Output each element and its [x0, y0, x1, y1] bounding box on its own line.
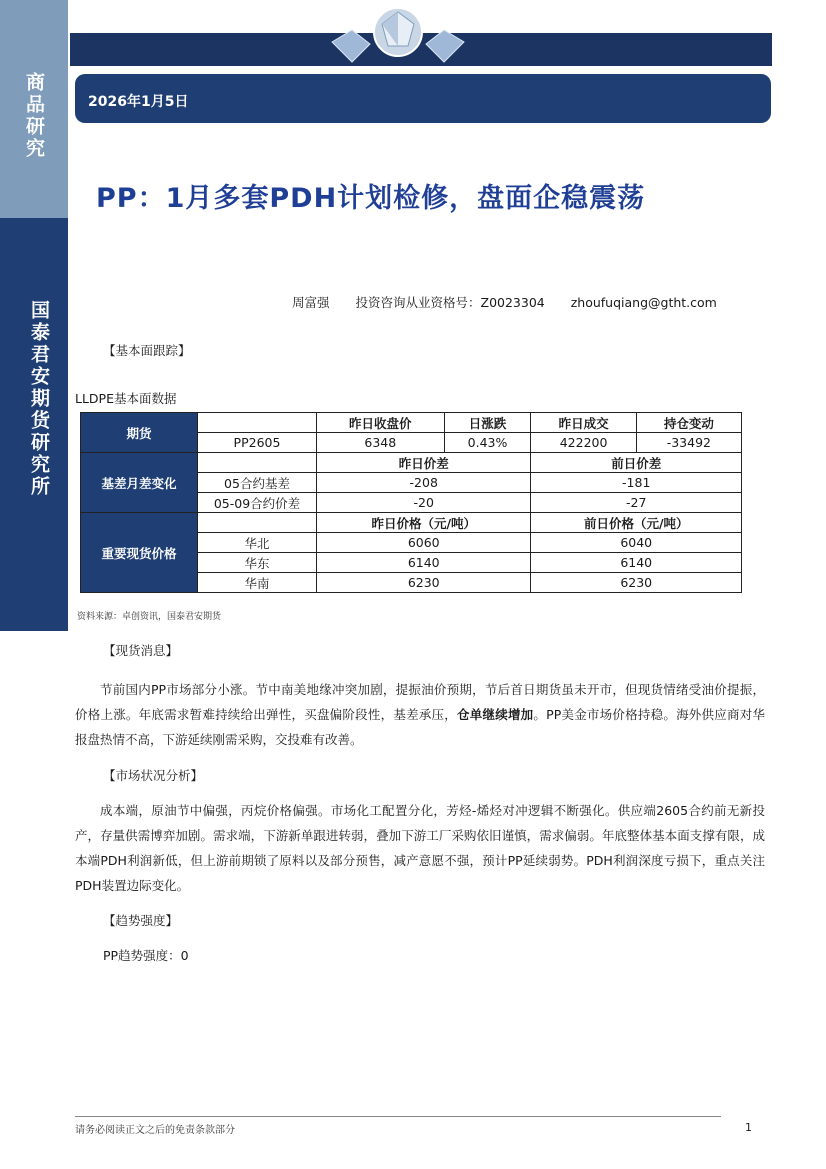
- market-analysis-paragraph: 成本端，原油节中偏强，丙烷价格偏强。市场化工配置分化，芳烃-烯烃对冲逻辑不断强化。供应端2605合约前无新投产，存量供需博弈加剧。需求端，下游新单跟进转弱，叠加下游工厂采购依旧谨慎，需求偏弱。年底整体基本面支撑有限，成本端PDH利润新低，但上游前期锁了原料以及部分预售，减产意愿不强，预计PP延续弱势。PDH利润深度亏损下，重点关注PDH装置边际变化。: [75, 803, 765, 893]
- sidebar-org-label: 国泰君安期货研究所: [28, 300, 50, 498]
- table-cell: 6230: [531, 573, 742, 593]
- table-header: 持仓变动: [636, 413, 741, 433]
- group-spot: 重要现货价格: [81, 513, 198, 593]
- highlight-text: 仓单继续增加: [457, 707, 534, 722]
- table-cell: -181: [531, 473, 742, 493]
- table-row: [81, 413, 742, 433]
- table-header: 昨日成交: [531, 413, 636, 433]
- author-name: 周富强: [292, 295, 330, 310]
- author-email: zhoufuqiang@gtht.com: [570, 295, 717, 310]
- table-cell: 6230: [317, 573, 531, 593]
- spot-news-paragraph: 节前国内PP市场部分小涨。节中南美地缘冲突加剧，提振油价预期，节后首日期货虽未开市，但现货情绪受油价提振，价格上涨。年底需求暂难持续给出弹性，买盘偏阶段性，基差承压，仓单继续增加。PP美金市场价格持稳。海外供应商对华报盘热情不高，下游延续刚需采购，交投难有改善。: [75, 682, 765, 747]
- table-cell: 华南: [198, 573, 317, 593]
- table-header: 昨日价格（元/吨）: [317, 513, 531, 533]
- group-basis: 基差月差变化: [81, 453, 198, 513]
- table-cell: 华北: [198, 533, 317, 553]
- table-cell: 05-09合约价差: [198, 493, 317, 513]
- table-cell: -33492: [636, 433, 741, 453]
- group-futures: 期货: [81, 413, 198, 453]
- footer-divider: [75, 1116, 721, 1117]
- table-header: 日涨跌: [444, 413, 531, 433]
- table-cell: PP2605: [198, 433, 317, 453]
- table-cell: -208: [317, 473, 531, 493]
- table-cell: 422200: [531, 433, 636, 453]
- table-cell: 05合约基差: [198, 473, 317, 493]
- sidebar-category-label: 商品研究: [23, 72, 45, 160]
- table-cell: -27: [531, 493, 742, 513]
- table-row: [81, 453, 742, 473]
- author-line: [292, 293, 739, 311]
- table-cell: 华东: [198, 553, 317, 573]
- table-cell: 6140: [531, 553, 742, 573]
- table-header: 前日价差: [531, 453, 742, 473]
- table-cell: 6040: [531, 533, 742, 553]
- section-trend: 【趋势强度】: [103, 913, 179, 928]
- table-caption: LLDPE基本面数据: [75, 391, 177, 406]
- table-row: [81, 513, 742, 533]
- table-cell: 6060: [317, 533, 531, 553]
- trend-strength: PP趋势强度：0: [103, 948, 189, 963]
- section-spot-news: 【现货消息】: [103, 643, 179, 658]
- fundamentals-table: [80, 412, 742, 593]
- report-title: PP：1月多套PDH计划检修，盘面企稳震荡: [96, 183, 646, 214]
- table-cell: -20: [317, 493, 531, 513]
- section-market-analysis: 【市场状况分析】: [103, 768, 204, 783]
- table-header: 昨日收盘价: [317, 413, 445, 433]
- footer-disclaimer: 请务必阅读正文之后的免责条款部分: [75, 1125, 235, 1136]
- page-number: 1: [745, 1121, 752, 1134]
- diamond-logo-icon: [318, 2, 478, 68]
- table-header: 前日价格（元/吨）: [531, 513, 742, 533]
- table-cell: 0.43%: [444, 433, 531, 453]
- section-fundamentals: 【基本面跟踪】: [103, 343, 191, 358]
- report-date: 2026年1月5日: [88, 94, 189, 110]
- table-cell: 6348: [317, 433, 445, 453]
- table-cell: 6140: [317, 553, 531, 573]
- table-header: 昨日价差: [317, 453, 531, 473]
- table-source: 资料来源：卓创资讯，国泰君安期货: [77, 612, 222, 622]
- author-license: 投资咨询从业资格号：Z0023304: [355, 295, 545, 310]
